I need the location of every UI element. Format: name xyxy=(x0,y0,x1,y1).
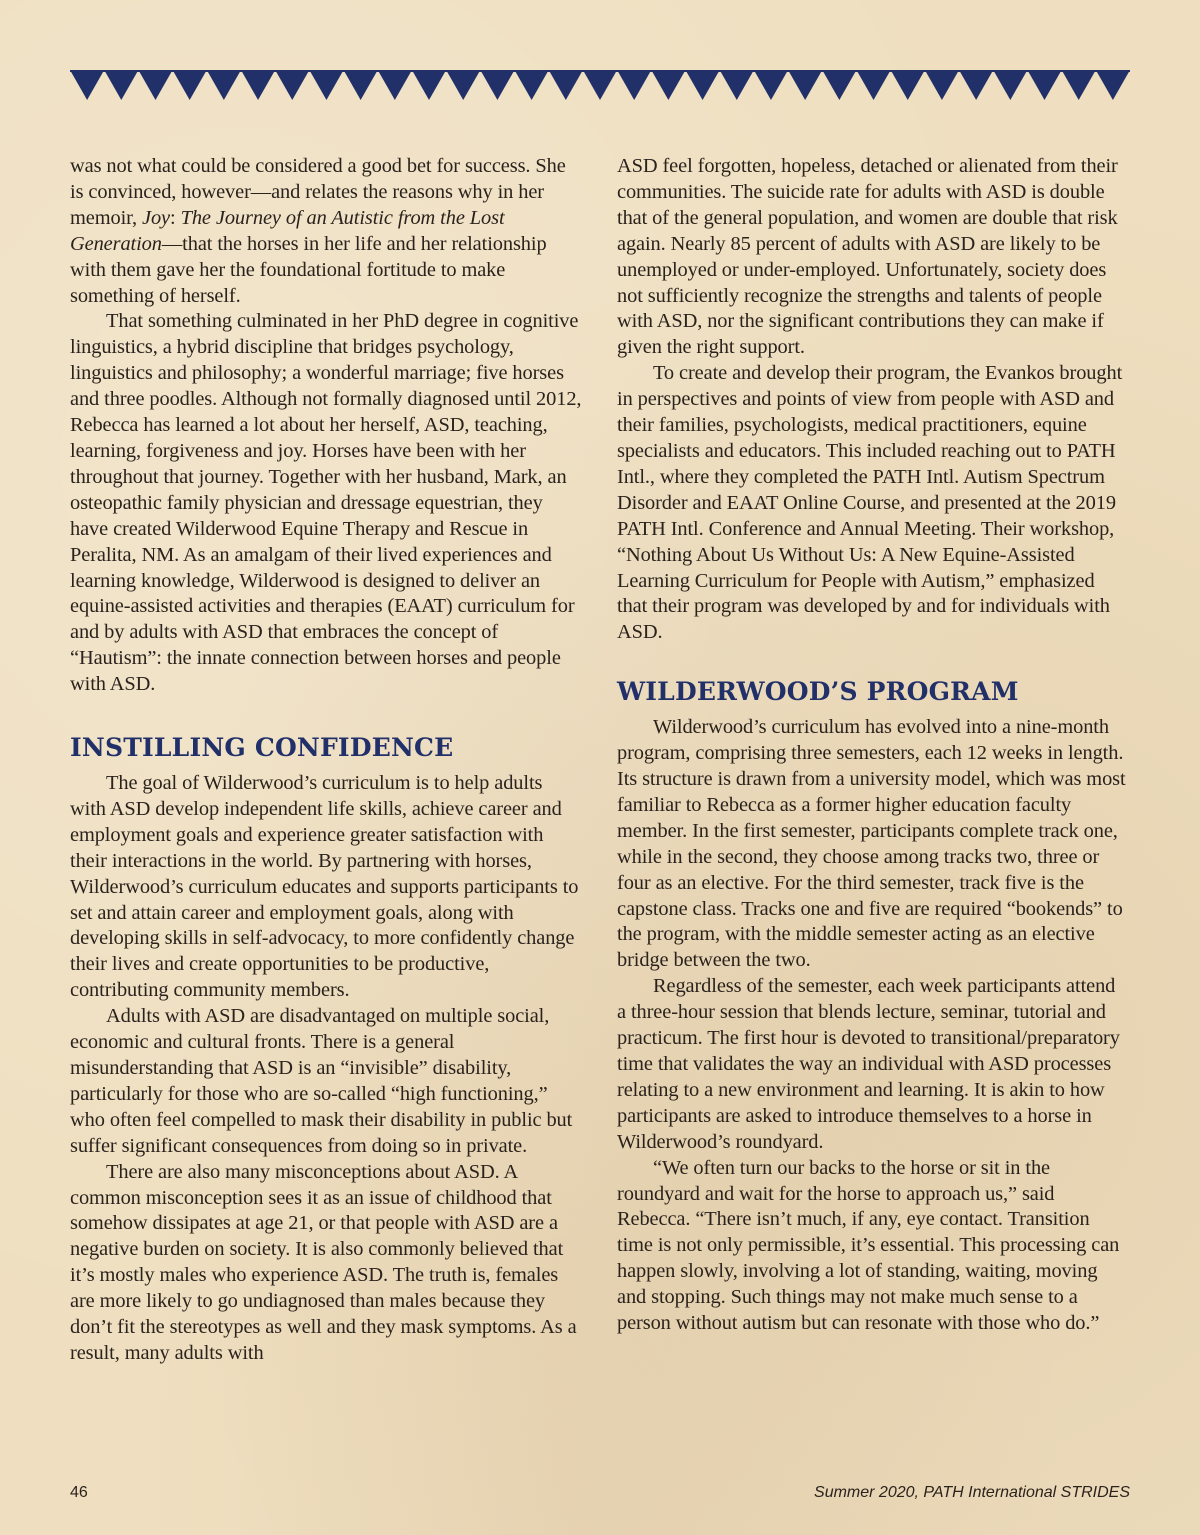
band-triangle xyxy=(891,70,925,100)
body-paragraph: There are also many misconceptions about ASD. A common misconception sees it as an issue of childhood that somehow dissipates at age 21, or that people with ASD are a negative burden on society. It is also commonly believed that it’s mostly males who experience ASD. The truth is, females are more likely to go undiagnosed than males because they don’t fit the stereotypes as well and they mask symptoms. As a result, many adults with xyxy=(70,1160,577,1364)
band-triangle xyxy=(685,70,719,100)
band-triangle xyxy=(173,70,207,100)
band-triangle xyxy=(207,70,241,100)
band-triangle xyxy=(822,70,856,100)
band-triangle xyxy=(275,70,309,100)
paragraph-text: was not what could be considered a good bet for success. She is convinced, however—and relates the reasons why in her memoir, xyxy=(70,155,566,229)
band-triangle xyxy=(515,70,549,100)
magazine-issue-footer: Summer 2020, PATH International STRIDES xyxy=(814,1484,1130,1501)
paragraph-text: : xyxy=(170,206,181,229)
page-number: 46 xyxy=(70,1484,88,1501)
band-triangle xyxy=(1096,70,1130,100)
band-triangle xyxy=(788,70,822,100)
band-triangle xyxy=(583,70,617,100)
body-paragraph: To create and develop their program, the Evankos brought in perspectives and points of view from people with ASD and their families, psychologists, medical practitioners, equine specialists and educators. This included reaching out to PATH Intl., where they completed the PATH Intl. Autism Spectrum Disorder and EAAT Online Course, and presented at the 2019 PATH Intl. Conference and Annual Meeting. Their workshop, “Nothing About Us Without Us: A New Equine-Assisted Learning Curriculum for People with Autism,” emphasized that their program was developed by and for individuals with ASD. xyxy=(617,362,1123,644)
body-paragraph: That something culminated in her PhD degree in cognitive linguistics, a hybrid discipline that bridges psychology, linguistics and philosophy; a wonderful marriage; five horses and three poodles. Although not formally diagnosed until 2012, Rebecca has learned a lot about her herself, ASD, teaching, learning, forgiveness and joy. Horses have been with her throughout that journey. Together with her husband, Mark, an osteopathic family physician and dressage equestrian, they have created Wilderwood Equine Therapy and Rescue in Peralita, NM. As an amalgam of their lived experiences and learning knowledge, Wilderwood is designed to deliver an equine-assisted activities and therapies (EAAT) curriculum for and by adults with ASD that embraces the concept of “Hautism”: the innate connection between horses and people with ASD. xyxy=(70,310,582,696)
band-triangle xyxy=(549,70,583,100)
band-triangle xyxy=(480,70,514,100)
paragraph-text: —that the horses in her life and her relationship with them gave her the foundational fortitude to make something of herself. xyxy=(70,232,547,307)
body-paragraph: The goal of Wilderwood’s curriculum is to help adults with ASD develop independent life skills, achieve career and employment goals and experience greater satisfaction with their interactions in the world. By partnering with horses, Wilderwood’s curriculum educates and supports participants to set and attain career and employment goals, along with developing skills in self-advocacy, to more confidently change their lives and create opportunities to be productive, contributing community members. xyxy=(70,772,579,1002)
band-triangle xyxy=(651,70,685,100)
band-triangle xyxy=(1027,70,1061,100)
body-paragraph: Adults with ASD are disadvantaged on multiple social, economic and cultural fronts. There is a general misunderstanding that ASD is an “invisible” disability, particularly for those who are so-called “high functioning,” who often feel compelled to mask their disability in public but suffer significant consequences from doing so in private. xyxy=(70,1005,573,1157)
band-triangle xyxy=(993,70,1027,100)
band-triangle xyxy=(617,70,651,100)
band-triangle xyxy=(412,70,446,100)
decorative-triangle-band xyxy=(70,70,1130,100)
body-paragraph: ASD feel forgotten, hopeless, detached or alienated from their communities. The suicide rate for adults with ASD is double that of the general population, and women are double that risk again. Nearly 85 percent of adults with ASD are likely to be unemployed or under-employed. Unfortunately, society does not sufficiently recognize the strengths and talents of people with ASD, nor the significant contributions they can make if given the right support. xyxy=(617,155,1118,359)
section-heading: INSTILLING CONFIDENCE xyxy=(70,733,454,763)
band-triangle xyxy=(70,70,104,100)
band-triangle xyxy=(959,70,993,100)
band-triangle xyxy=(378,70,412,100)
band-triangle xyxy=(138,70,172,100)
band-triangle xyxy=(754,70,788,100)
band-triangle xyxy=(1062,70,1096,100)
body-paragraph: Wilderwood’s curriculum has evolved into a nine-month program, comprising three semesters, each 12 weeks in length. Its structure is drawn from a university model, which was most familiar to Rebecca as a former higher education faculty member. In the first semester, participants complete track one, while in the second, they choose among tracks two, three or four as an elective. For the third semester, track five is the capstone class. Tracks one and five are required “bookends” to the program, with the middle semester acting as an elective bridge between the two. xyxy=(617,716,1126,972)
band-triangle xyxy=(344,70,378,100)
left-column xyxy=(70,154,582,1367)
band-triangle xyxy=(720,70,754,100)
section-heading: WILDERWOOD’S PROGRAM xyxy=(617,677,1019,707)
body-paragraph: “We often turn our backs to the horse or sit in the roundyard and wait for the horse to approach us,” said Rebecca. “There isn’t much, if any, eye contact. Transition time is not only permissible, it’s essential. This processing can happen slowly, involving a lot of standing, waiting, moving and stopping. Such things may not make much sense to a person without autism but can resonate with those who do.” xyxy=(617,1156,1120,1335)
band-triangle xyxy=(925,70,959,100)
band-triangle xyxy=(856,70,890,100)
body-paragraph: Regardless of the semester, each week participants attend a three-hour session that blends lecture, seminar, tutorial and practicum. The first hour is devoted to transitional/preparatory time that validates the way an individual with ASD processes relating to a new environment and learning. It is akin to how participants are asked to introduce themselves to a horse in Wilderwood’s roundyard. xyxy=(617,975,1120,1153)
band-triangle xyxy=(446,70,480,100)
right-column xyxy=(617,154,1129,1337)
band-triangle xyxy=(309,70,343,100)
book-title: Joy xyxy=(142,206,171,229)
body-paragraph xyxy=(70,154,582,309)
band-triangle xyxy=(104,70,138,100)
book-subtitle: The Journey of an Autistic from the Lost Generation xyxy=(70,206,505,255)
band-triangle xyxy=(241,70,275,100)
